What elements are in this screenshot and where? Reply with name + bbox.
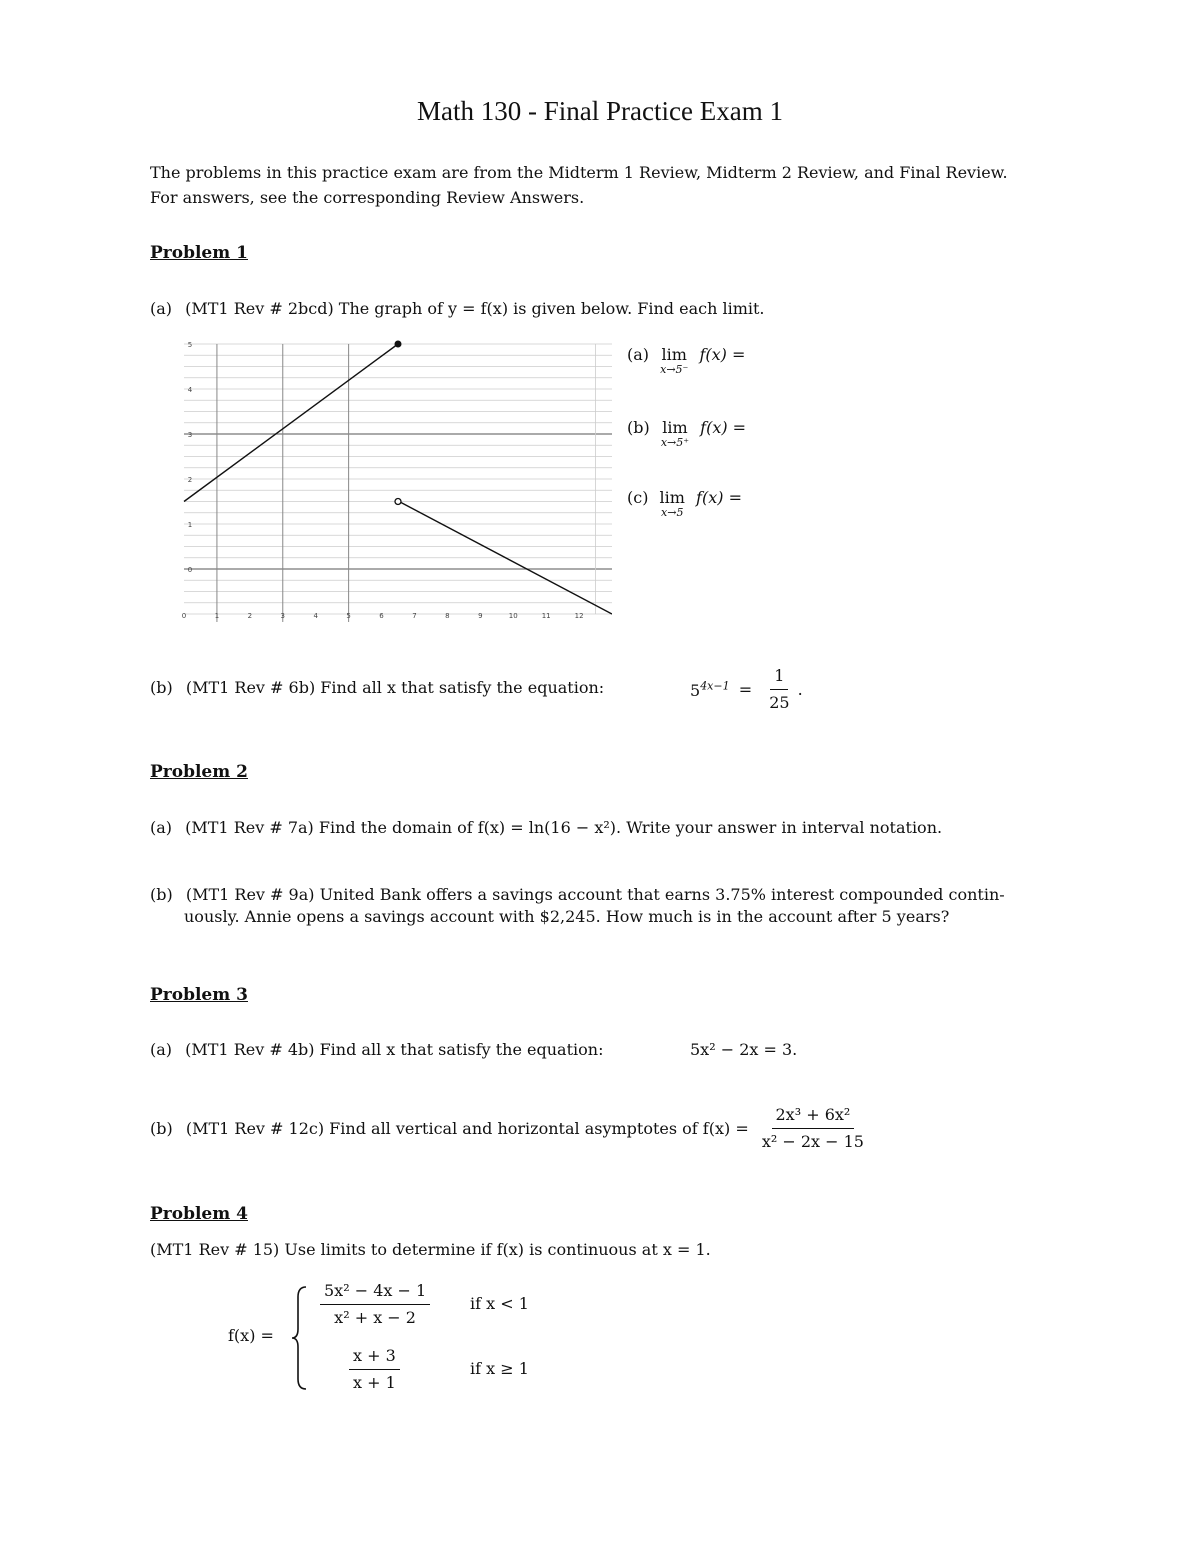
eq-exponent: 4x−1	[700, 679, 730, 693]
problem-3a	[150, 1040, 603, 1059]
problem-4-text: (MT1 Rev # 15) Use limits to determine if f(x) is continuous at x = 1.	[150, 1240, 711, 1259]
problem-3b-numerator: 2x³ + 6x²	[772, 1104, 855, 1129]
problem-4-heading: Problem 4	[150, 1204, 248, 1224]
problem-2a-text: (MT1 Rev # 7a) Find the domain of f(x) = ln(16 − x²). Write your answer in interval notation.	[185, 818, 943, 837]
intro-line-2: For answers, see the corresponding Review Answers.	[150, 188, 585, 207]
x-tick-label: 2	[247, 612, 253, 620]
y-tick-label: 2	[187, 476, 193, 484]
problem-3a-text: (MT1 Rev # 4b) Find all x that satisfy the equation:	[185, 1040, 604, 1059]
problem-1b-label: (b)	[150, 678, 173, 697]
problem-3b	[150, 1104, 872, 1153]
eq-equals: =	[738, 680, 753, 699]
x-tick-label: 3	[280, 612, 286, 620]
graph-curves	[184, 341, 612, 615]
x-tick-label: 12	[574, 612, 584, 620]
limit-b-expr: f(x) =	[700, 418, 747, 437]
left-brace	[290, 1285, 310, 1391]
closed-endpoint	[395, 341, 402, 348]
problem-1b	[150, 678, 604, 697]
limit-b-sub: x→5⁺	[660, 436, 690, 449]
x-tick-label: 7	[412, 612, 417, 620]
page-title: Math 130 - Final Practice Exam 1	[417, 96, 783, 126]
limit-c-expr: f(x) =	[696, 488, 742, 507]
limit-c	[627, 488, 742, 519]
problem-2a-label: (a)	[150, 818, 173, 837]
limit-a	[627, 345, 745, 376]
x-tick-label: 0	[181, 612, 187, 620]
piecewise-lhs: f(x) =	[228, 1326, 274, 1345]
limit-a-op: lim	[661, 345, 687, 364]
problem-2b-line-2: uously. Annie opens a savings account with $2,245. How much is in the account after 5 years?	[184, 907, 950, 926]
case-1-numerator: 5x² − 4x − 1	[320, 1280, 430, 1305]
problem-1a-label: (a)	[150, 299, 173, 318]
problem-3b-text: (MT1 Rev # 12c) Find all vertical and horizontal asymptotes of f(x) =	[185, 1119, 749, 1138]
x-tick-label: 8	[445, 612, 450, 620]
limit-b	[627, 418, 746, 449]
x-tick-label: 11	[541, 612, 551, 620]
y-tick-label: 1	[187, 521, 193, 529]
x-tick-label: 9	[478, 612, 483, 620]
limit-a-sub: x→5⁻	[660, 363, 689, 376]
open-endpoint	[395, 499, 401, 505]
limit-b-op: lim	[662, 418, 688, 437]
problem-1a-text: (MT1 Rev # 2bcd) The graph of y = f(x) is given below. Find each limit.	[185, 299, 765, 318]
x-tick-label: 4	[313, 612, 318, 620]
problem-2b-line-1: (MT1 Rev # 9a) United Bank offers a savings account that earns 3.75% interest compounded contin-	[185, 885, 1005, 904]
line-segment-right	[401, 503, 612, 615]
x-tick-label: 5	[346, 612, 351, 620]
y-tick-label: 0	[187, 566, 193, 574]
y-tick-label: 3	[187, 431, 193, 439]
problem-3b-label: (b)	[150, 1119, 173, 1138]
limit-c-label: (c)	[627, 488, 649, 507]
problem-3-heading: Problem 3	[150, 985, 248, 1005]
eq-base: 5	[690, 680, 701, 700]
limit-c-op: lim	[659, 488, 685, 507]
problem-3b-denominator: x² − 2x − 15	[761, 1132, 864, 1151]
eq-denominator: 25	[769, 693, 790, 712]
problem-3a-equation: 5x² − 2x = 3.	[690, 1040, 798, 1059]
x-tick-label: 10	[508, 612, 518, 620]
y-tick-label: 5	[187, 341, 193, 349]
problem-2-heading: Problem 2	[150, 762, 248, 782]
limit-b-label: (b)	[627, 418, 650, 437]
intro-paragraph	[150, 160, 1070, 210]
x-tick-label: 1	[214, 612, 220, 620]
problem-1-heading: Problem 1	[150, 243, 248, 263]
case-2-condition: if x ≥ 1	[470, 1359, 529, 1378]
eq-period: .	[797, 680, 803, 699]
problem-2b	[150, 885, 1005, 904]
problem-1a	[150, 299, 765, 318]
limit-a-label: (a)	[627, 345, 650, 364]
x-tick-label: 6	[379, 612, 384, 620]
piecewise-case-2	[345, 1345, 404, 1394]
problem-3a-label: (a)	[150, 1040, 173, 1059]
limit-c-sub: x→5	[661, 506, 684, 519]
problem-2a	[150, 818, 942, 837]
problem-1b-equation	[690, 665, 803, 714]
piecewise-case-1	[316, 1280, 434, 1329]
problem-2b-label: (b)	[150, 885, 173, 904]
case-2-numerator: x + 3	[349, 1345, 400, 1370]
case-1-denominator: x² + x − 2	[334, 1308, 416, 1327]
intro-line-1: The problems in this practice exam are from the Midterm 1 Review, Midterm 2 Review, and Final Review.	[150, 163, 1008, 182]
case-2-denominator: x + 1	[353, 1373, 396, 1392]
function-graph	[180, 340, 612, 630]
limit-a-expr: f(x) =	[699, 345, 746, 364]
problem-1b-text: (MT1 Rev # 6b) Find all x that satisfy the equation:	[185, 678, 605, 697]
y-tick-label: 4	[187, 386, 193, 394]
eq-numerator: 1	[770, 665, 788, 690]
case-1-condition: if x < 1	[470, 1294, 529, 1313]
graph-tick-labels	[182, 341, 584, 620]
